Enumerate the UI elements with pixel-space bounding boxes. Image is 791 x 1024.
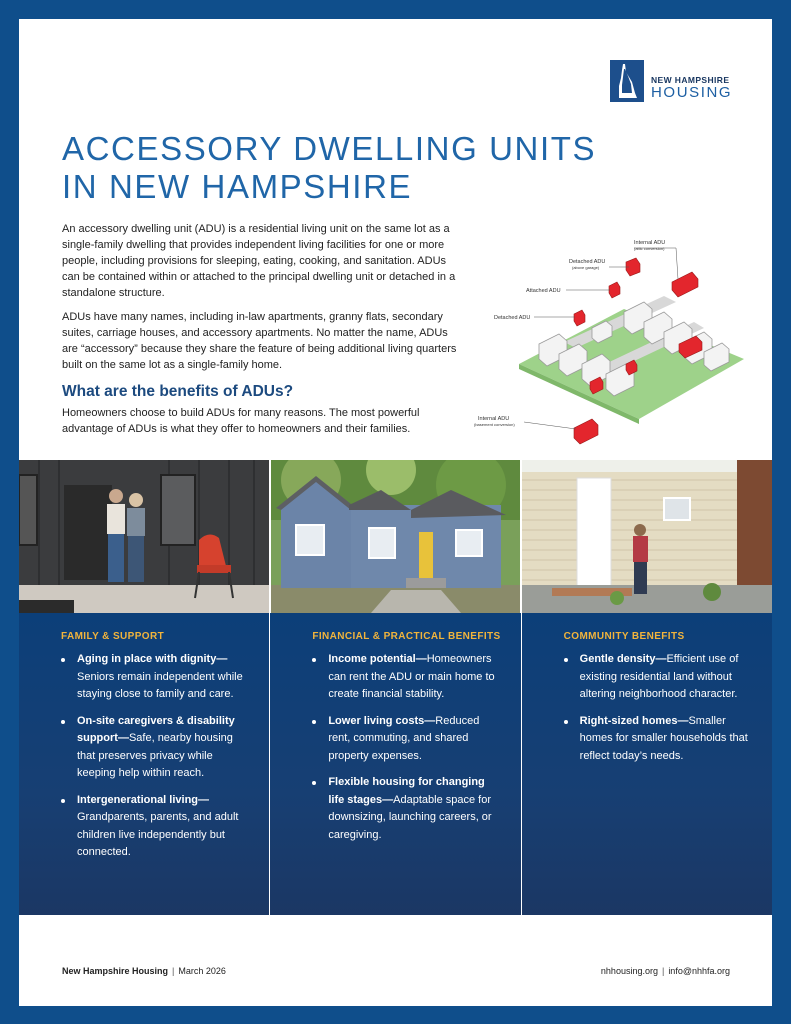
bullet-icon <box>61 658 65 662</box>
label-detached-garage-sub: (above garage) <box>572 265 600 270</box>
label-attached: Attached ADU <box>526 288 561 294</box>
nh-housing-logo <box>610 58 740 104</box>
bullet-icon <box>61 720 65 724</box>
logo-text-top: NEW HAMPSHIRE <box>651 75 730 85</box>
bullet-icon <box>564 658 568 662</box>
footer-date: March 2026 <box>178 966 226 976</box>
label-detached-garage: Detached ADU <box>569 259 606 265</box>
benefit-item <box>312 713 500 766</box>
benefits-band <box>19 613 772 915</box>
benefit-title: Aging in place with dignity— <box>77 653 228 665</box>
state-outline-icon <box>610 60 644 102</box>
benefit-text: Seniors remain independent while staying close to family and care. <box>77 670 243 700</box>
footer-separator: | <box>172 966 175 976</box>
bullet-icon <box>312 720 316 724</box>
footer <box>19 915 772 1006</box>
benefit-title: Intergenerational living— <box>77 793 210 806</box>
column-heading: FAMILY & SUPPORT <box>61 631 165 642</box>
title-line-1: ACCESSORY DWELLING UNITS <box>62 130 597 167</box>
benefit-item <box>312 774 500 844</box>
benefit-text: Adaptable space for downsizing, launching careers, or caregiving. <box>328 793 492 841</box>
footer-org: New Hampshire Housing <box>62 966 169 976</box>
benefit-text: Smaller homes for smaller households that reflect today’s needs. <box>579 714 748 762</box>
bullet-icon <box>564 720 568 724</box>
benefit-item <box>564 713 752 766</box>
benefit-text: Homeowners can rent the ADU or main home to create financial stability. <box>328 653 495 700</box>
label-internal-attic: Internal ADU <box>634 240 666 246</box>
footer-left <box>62 966 226 976</box>
label-internal-basement-sub: (basement conversion) <box>474 422 515 427</box>
benefit-text: Safe, nearby housing that preserves privacy while keeping help within reach. <box>77 732 233 779</box>
benefit-title: Flexible housing for changing life stages— <box>328 776 485 806</box>
photo-strip <box>19 460 772 613</box>
footer-separator: | <box>661 966 665 976</box>
intro-paragraph-3: Homeowners choose to build ADUs for many reasons. The most powerful advantage of ADUs is what they offer to homeowners and their families. <box>62 407 420 435</box>
benefits-column-community <box>521 613 772 915</box>
logo-text-bottom: HOUSING <box>651 84 733 101</box>
benefit-title: On-site caregivers & disability support— <box>77 714 235 744</box>
bullet-icon <box>312 658 316 662</box>
intro-section <box>62 221 457 445</box>
benefit-item <box>312 651 500 704</box>
label-detached: Detached ADU <box>494 315 531 321</box>
column-heading: COMMUNITY BENEFITS <box>563 631 685 642</box>
label-internal-attic-sub: (attic conversion) <box>634 246 665 251</box>
flyer-page <box>19 19 772 1006</box>
label-internal-basement: Internal ADU <box>478 416 510 422</box>
bullet-icon <box>61 799 65 803</box>
benefit-item <box>564 651 752 704</box>
benefits-column-financial <box>269 613 520 915</box>
benefit-title: Income potential— <box>328 653 427 665</box>
footer-website-link[interactable]: nhhousing.org <box>600 966 658 976</box>
benefits-column-family <box>19 613 269 915</box>
footer-right <box>601 966 730 976</box>
page-title <box>62 130 702 206</box>
footer-email-link[interactable]: info@nhhfa.org <box>668 966 730 976</box>
benefit-text: Grandparents, parents, and adult children live independently but connected. <box>77 811 239 858</box>
benefit-item <box>61 792 249 862</box>
photo-attached-adu <box>522 460 772 613</box>
benefit-title: Lower living costs— <box>328 714 436 727</box>
benefit-text: Reduced rent, commuting, and shared property expenses. <box>328 714 480 762</box>
bullet-icon <box>312 781 316 785</box>
benefit-title: Gentle density— <box>579 653 667 665</box>
column-heading: FINANCIAL & PRACTICAL BENEFITS <box>312 631 501 642</box>
intro-paragraph-2: ADUs have many names, including in-law apartments, granny flats, secondary suites, carriage houses, and accessory apartments. No matter the name, ADUs are “accessory” because they share the feature of being additional living quarters built on the same lot as a single-family home. <box>62 311 457 371</box>
benefit-title: Right-sized homes— <box>579 714 689 727</box>
intro-paragraph-1: An accessory dwelling unit (ADU) is a residential living unit on the same lot as a single-family dwelling that provides independent living facilities for one or more people, including provisions for sleeping, eating, cooking, and sanitation. ADUs can be contained within or attached to the principal dwelling unit or detached in a standalone structure. <box>62 223 456 299</box>
benefit-item <box>61 713 249 783</box>
benefit-item <box>61 651 249 704</box>
adu-neighborhood-illustration <box>464 224 764 452</box>
benefits-heading: What are the benefits of ADUs? <box>62 383 294 400</box>
title-line-2: IN NEW HAMPSHIRE <box>62 168 413 205</box>
photo-porch-family <box>19 460 269 613</box>
photo-blue-cottage <box>271 460 521 613</box>
benefit-text: Efficient use of existing residential land without altering neighborhood character. <box>579 653 739 700</box>
